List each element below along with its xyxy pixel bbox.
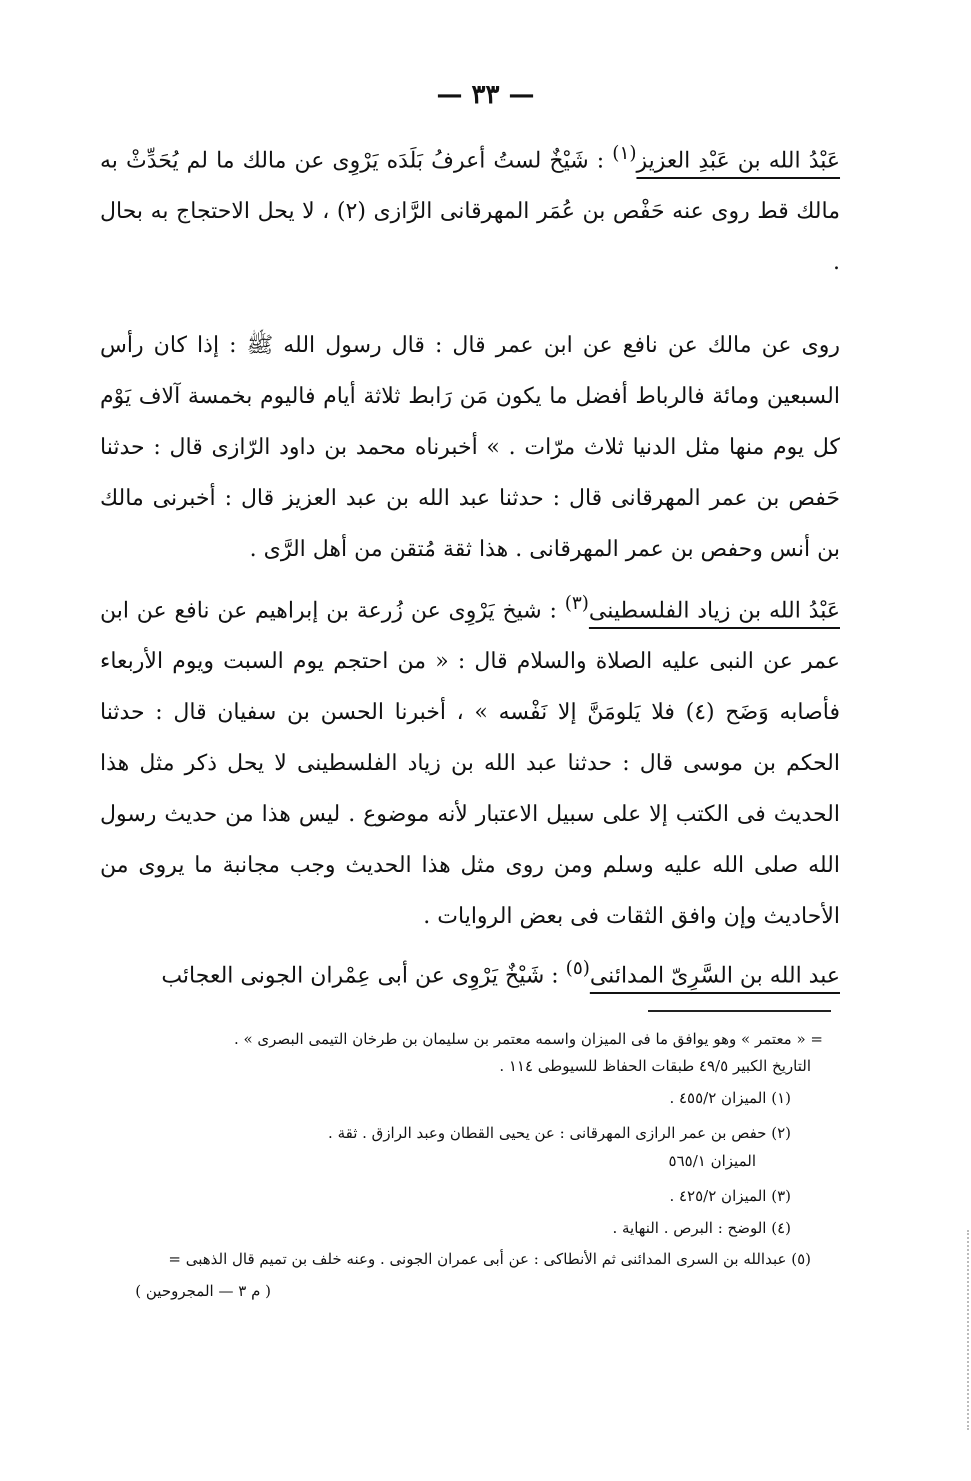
footnote-line: (٣) الميزان ٤٢٥/٢ .: [669, 1187, 791, 1205]
entry-abdullah-bin-abdulaziz: [100, 128, 840, 288]
footnote-line: (١) الميزان ٤٥٥/٢ .: [669, 1089, 791, 1107]
footnote-ref: (٣): [564, 593, 589, 614]
page-number: — ٣٣ —: [436, 80, 535, 110]
footnote-line: (٥) عبدالله بن السرى المدائنى ثم الأنطاكى : عن أبى عمران الجونى . وعنه خلف بن تميم قال الذهبى =: [168, 1250, 811, 1268]
footnote-ref: (٥): [565, 958, 590, 979]
entry-text: : شَيْخٌ لستُ أعرفُ بَلَدَه يَرْوِى عن مالك ما لم يُحَدِّثْ به مالك قط روى عنه حَفْص بن عُمَر المهرقانى الرَّازى (٢) ، لا يحل الاحتجاج به بحال .: [100, 148, 840, 276]
footnote-line: (٤) الوضح : البرص . النهاية .: [612, 1219, 791, 1237]
entry-abdullah-bin-ziyad: [100, 578, 840, 942]
footnote-separator: [648, 1010, 831, 1012]
entry-abdullah-bin-al-sari: [100, 943, 840, 1001]
entry-heading: عبد الله بن السَّرِىّ المدائنى: [589, 963, 840, 989]
hadith-paragraph: [100, 320, 840, 575]
footnote-ref: (١): [612, 143, 637, 164]
footnote-line: الميزان ٥٦٥/١: [668, 1152, 756, 1170]
footnote-line: التاريخ الكبير ٤٩/٥ طبقات الحفاظ للسيوطى ١١٤ .: [499, 1057, 811, 1075]
entry-text: روى عن مالك عن نافع عن ابن عمر قال : قال رسول الله ﷺ : إذا كان رأس السبعين ومائة فالرباط أفضل ما يكون مَن رَابط ثلاثة أيام فاليوم بخمسة آلاف يَوْم كل يوم منها مثل الدنيا ثلاث مرّات . » أخبرناه محمد بن داود الرّازى قال : حدثنا حَفص بن عمر المهرقانى قال : حدثنا عبد الله بن عبد العزيز قال : أخبرنى مالك بن أنس وحفص بن عمر المهرقانى . هذا ثقة مُتقن من أهل الرَّى .: [100, 333, 840, 562]
footnote-line: (٢) حفص بن عمر الرازى المهرقانى : عن يحيى القطان وعبد الرازق . ثقة .: [328, 1124, 791, 1142]
scan-edge: [961, 1230, 969, 1430]
entry-text: : شيخ يَرْوِى عن زُرعة بن إبراهيم عن نافع عن ابن عمر عن النبى عليه الصلاة والسلام قال : « من احتجم يوم السبت ويوم الأربعاء فأصابه وَضَح (٤) فلا يَلومَنَّ إلا نَفْسه » ، أخبرنا الحسن بن سفيان قال : حدثنا الحكم بن موسى قال : حدثنا عبد الله بن زياد الفلسطينى لا يحل ذكر مثل هذا الحديث فى الكتب إلا على سبيل الاعتبار لأنه موضوع . ليس هذا من حديث رسول الله صلى الله عليه وسلم ومن روى مثل هذا الحديث وجب مجانبة ما يروى من الأحاديث وإن وافق الثقات فى بعض الروايات .: [100, 598, 840, 930]
entry-heading: عَبْدُ الله بن عَبْدِ العزيز: [636, 148, 841, 174]
footnote-line: = « معتمر » وهو يوافق ما فى الميزان واسمه معتمر بن سليمان بن طرخان التيمى البصرى » .: [233, 1030, 823, 1048]
entry-heading: عَبْدُ الله بن زياد الفلسطينى: [588, 598, 840, 624]
footnote-line: ( م ٣ — المجروحين ): [135, 1282, 271, 1300]
entry-text: : شَيْخٌ يَرْوِى عن أبى عِمْران الجونى العجائب: [161, 963, 559, 989]
